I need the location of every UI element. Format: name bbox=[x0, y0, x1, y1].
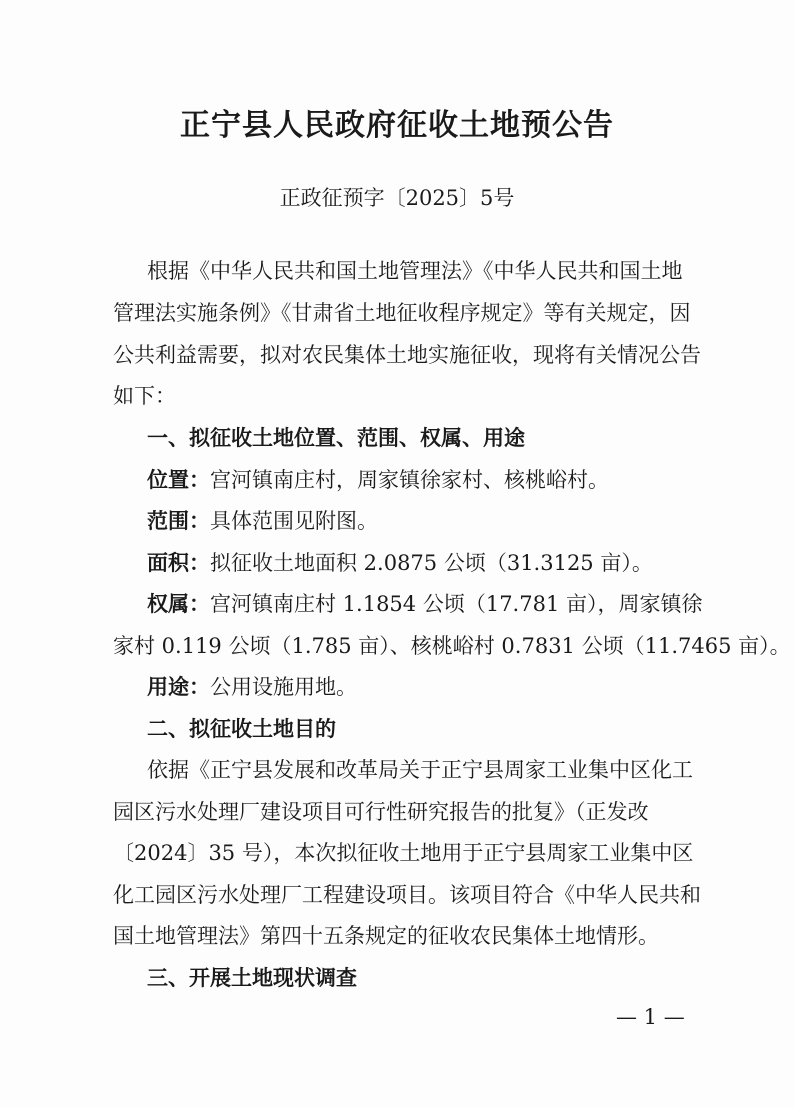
ownership-text-line2: 家村 0.119 公顷（1.785 亩）、核桃峪村 0.7831 公顷（11.7465 亩）。 bbox=[113, 634, 791, 658]
document-number: 正政征预字〔2025〕5号 bbox=[279, 186, 515, 210]
section2-line-3: 〔2024〕35 号），本次拟征收土地用于正宁县周家工业集中区 bbox=[113, 841, 694, 865]
scope-row bbox=[147, 501, 378, 542]
location-text: 宫河镇南庄村，周家镇徐家村、核桃峪村。 bbox=[210, 468, 609, 492]
use-label: 用途： bbox=[147, 675, 210, 699]
ownership-label: 权属： bbox=[147, 592, 210, 616]
ownership-row bbox=[147, 584, 702, 625]
ownership-text-line1: 宫河镇南庄村 1.1854 公顷（17.781 亩），周家镇徐 bbox=[210, 592, 703, 616]
section2-line-2: 园区污水处理厂建设项目可行性研究报告的批复》（正发改 bbox=[113, 800, 649, 824]
area-text: 拟征收土地面积 2.0875 公顷（31.3125 亩）。 bbox=[210, 551, 653, 575]
section2-line-5: 国土地管理法》第四十五条规定的征收农民集体土地情形。 bbox=[113, 924, 659, 948]
intro-line-4: 如下： bbox=[113, 384, 176, 408]
intro-line-3: 公共利益需要，拟对农民集体土地实施征收，现将有关情况公告 bbox=[113, 343, 701, 367]
section2-heading: 二、拟征收土地目的 bbox=[147, 717, 336, 741]
intro-line-2: 管理法实施条例》《甘肃省土地征收程序规定》等有关规定，因 bbox=[113, 301, 691, 325]
area-row bbox=[147, 543, 653, 584]
location-label: 位置： bbox=[147, 468, 210, 492]
section2-line-1: 依据《正宁县发展和改革局关于正宁县周家工业集中区化工 bbox=[147, 758, 693, 782]
page-number: — 1 — bbox=[616, 1005, 685, 1029]
scope-label: 范围： bbox=[147, 509, 210, 533]
use-row bbox=[147, 667, 357, 708]
intro-line-1: 根据《中华人民共和国土地管理法》《中华人民共和国土地 bbox=[147, 259, 683, 283]
section1-heading: 一、拟征收土地位置、范围、权属、用途 bbox=[147, 426, 525, 450]
location-row bbox=[147, 460, 609, 501]
area-label: 面积： bbox=[147, 551, 210, 575]
scope-text: 具体范围见附图。 bbox=[210, 509, 378, 533]
section3-heading: 三、开展土地现状调查 bbox=[147, 966, 357, 990]
section2-line-4: 化工园区污水处理厂工程建设项目。该项目符合《中华人民共和 bbox=[113, 883, 701, 907]
use-text: 公用设施用地。 bbox=[210, 675, 357, 699]
document-title: 正宁县人民政府征收土地预公告 bbox=[180, 108, 614, 143]
